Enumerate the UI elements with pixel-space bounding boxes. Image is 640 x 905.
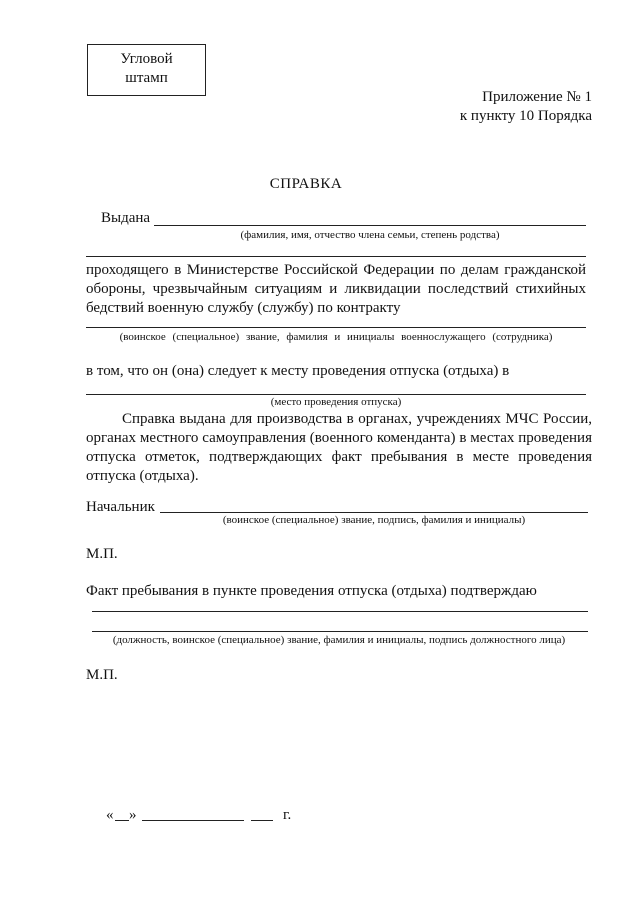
purpose-text: Справка выдана для производства в органах, учреждениях МЧС России, органах местного самоуправления (военного коменданта) в местах проведения отпуска отметок, подтверждающих факт пребывания в месте проведения отпуска (отдыха). <box>86 411 592 484</box>
confirm-fill-line-1[interactable] <box>92 611 588 612</box>
rank-caption: (воинское (специальное) звание, фамилия и инициалы военнослужащего (сотрудника) <box>119 331 553 343</box>
destination-fill-line[interactable] <box>86 394 586 395</box>
rank-fill-line[interactable] <box>86 327 586 328</box>
confirm-text: Факт пребывания в пункте проведения отпуска (отдыха) подтверждаю <box>86 583 537 599</box>
date-open-quote: « <box>106 807 114 823</box>
date-day-field[interactable] <box>115 820 129 821</box>
destination-caption: (место проведения отпуска) <box>270 396 402 408</box>
document-title: СПРАВКА <box>269 176 343 192</box>
stamp-line-2: штамп <box>125 70 168 86</box>
date-year-field[interactable] <box>251 820 273 821</box>
chief-label: Начальник <box>86 499 155 515</box>
issued-label: Выдана <box>101 210 151 226</box>
service-text: проходящего в Министерстве Российской Федерации по делам гражданской обороны, чрезвычайным ситуациям и ликвидации последствий стихийных бедствий военную службу (службу) по контракту <box>86 262 586 316</box>
corner-stamp-box <box>87 44 206 96</box>
appendix-number: Приложение № 1 <box>482 89 592 105</box>
date-year-suffix: г. <box>283 807 292 823</box>
chief-fill-line[interactable] <box>160 512 588 513</box>
appendix-reference: к пункту 10 Порядка <box>459 108 592 124</box>
date-month-field[interactable] <box>142 820 244 821</box>
issued-fill-line-2[interactable] <box>86 256 586 257</box>
appendix-block <box>460 88 592 126</box>
issued-fill-line[interactable] <box>154 225 586 226</box>
destination-text: в том, что он (она) следует к месту проведения отпуска (отдыха) в <box>86 363 510 379</box>
seal-mark-2: М.П. <box>86 667 118 683</box>
seal-mark-1: М.П. <box>86 546 118 562</box>
stamp-line-1: Угловой <box>120 51 173 67</box>
date-close-quote: » <box>129 807 137 823</box>
issued-caption: (фамилия, имя, отчество члена семьи, степень родства) <box>240 229 500 241</box>
confirm-caption: (должность, воинское (специальное) звание, фамилия и инициалы, подпись должностного лица) <box>112 634 566 646</box>
confirm-fill-line-2[interactable] <box>92 631 588 632</box>
chief-caption: (воинское (специальное) звание, подпись, фамилия и инициалы) <box>222 514 526 526</box>
